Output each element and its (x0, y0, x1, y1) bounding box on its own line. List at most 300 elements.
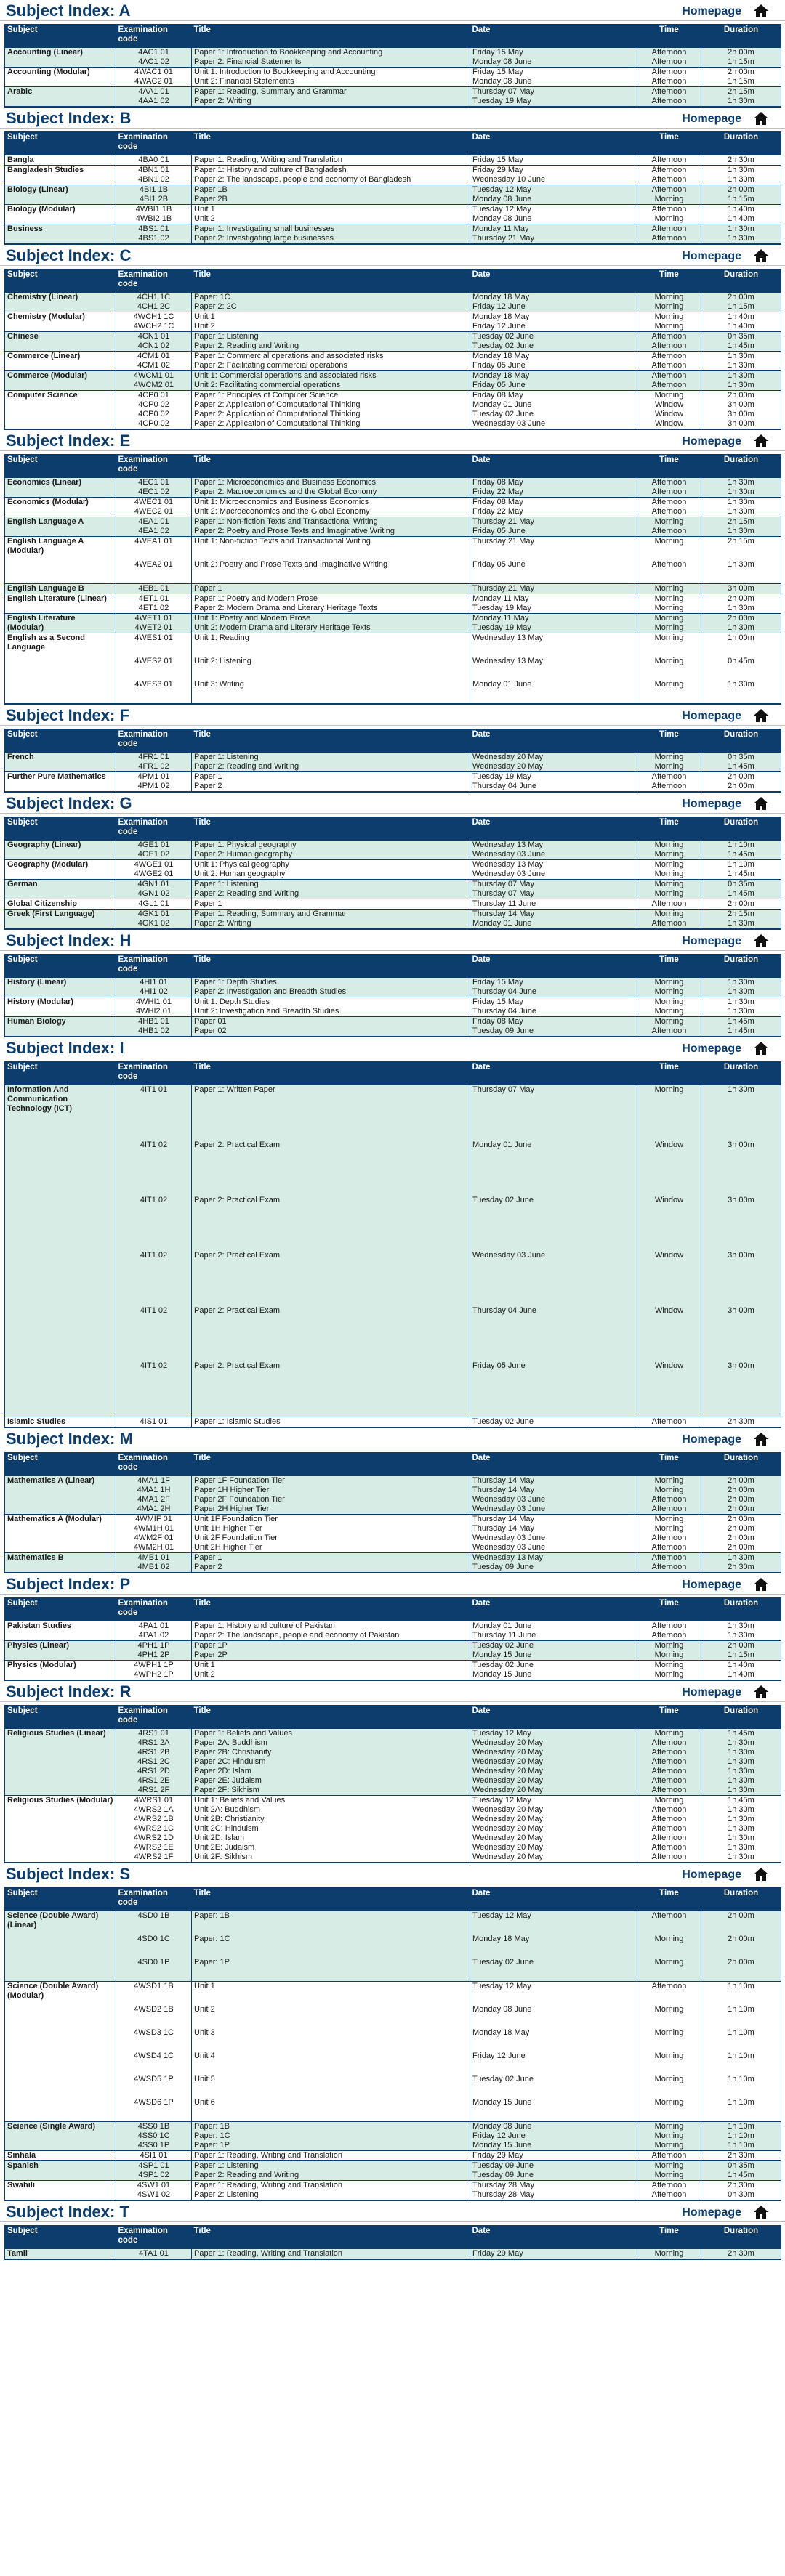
col-title: Title (192, 954, 470, 978)
table-row (5, 175, 781, 185)
exam-code: 4BN1 01 (116, 166, 192, 176)
exam-date: Thursday 21 May (470, 584, 637, 594)
homepage-link[interactable]: Homepage (682, 5, 741, 17)
exam-table (4, 131, 781, 245)
home-icon[interactable] (753, 708, 769, 723)
section-title: Subject Index: C (6, 246, 132, 264)
exam-code: 4CH1 1C (116, 293, 192, 303)
exam-date: Tuesday 09 June (470, 2171, 637, 2181)
table-row (5, 1786, 781, 1796)
subject-name: Commerce (Modular) (5, 371, 116, 391)
exam-date: Tuesday 02 June (470, 1417, 637, 1428)
col-code: Examination code (116, 954, 192, 978)
col-subject: Subject (5, 1887, 116, 1911)
col-date: Date (470, 954, 637, 978)
exam-date: Thursday 14 May (470, 1524, 637, 1534)
table-row (5, 155, 781, 166)
table-row (5, 419, 781, 429)
subject-index-section (0, 1037, 785, 1428)
exam-duration: 2h 00m (701, 614, 781, 624)
col-subject: Subject (5, 24, 116, 48)
exam-time: Morning (637, 1935, 701, 1958)
exam-title: Paper 1 (192, 1553, 470, 1563)
exam-title: Unit 6 (192, 2098, 470, 2122)
exam-title: Paper: 1C (192, 2131, 470, 2141)
exam-code: 4IT1 02 (116, 1306, 192, 1361)
homepage-link[interactable]: Homepage (682, 2206, 741, 2219)
exam-date: Monday 01 June (470, 919, 637, 929)
subject-name: Computer Science (5, 391, 116, 430)
table-row (5, 2005, 781, 2028)
exam-date: Friday 05 June (470, 1361, 637, 1417)
exam-duration: 1h 45m (701, 889, 781, 899)
table-row (5, 234, 781, 244)
exam-code: 4SP1 01 (116, 2161, 192, 2171)
col-subject: Subject (5, 1705, 116, 1729)
exam-duration: 3h 00m (701, 410, 781, 419)
exam-time: Afternoon (637, 1824, 701, 1834)
exam-code: 4GL1 01 (116, 899, 192, 910)
exam-code: 4WAC1 01 (116, 68, 192, 78)
exam-date: Tuesday 02 June (470, 1661, 637, 1671)
col-date: Date (470, 1887, 637, 1911)
exam-code: 4WM2F 01 (116, 1534, 192, 1543)
exam-code: 4SD0 1C (116, 1935, 192, 1958)
exam-date: Friday 15 May (470, 997, 637, 1008)
table-row (5, 2249, 781, 2260)
table-row (5, 680, 781, 704)
exam-duration: 0h 35m (701, 332, 781, 342)
exam-title: Paper 1: Principles of Computer Science (192, 391, 470, 401)
exam-code: 4IS1 01 (116, 1417, 192, 1428)
exam-date: Tuesday 02 June (470, 341, 637, 352)
col-time: Time (637, 1452, 701, 1476)
exam-time: Morning (637, 2131, 701, 2141)
exam-duration: 1h 40m (701, 1670, 781, 1680)
exam-code: 4AC1 01 (116, 48, 192, 58)
exam-duration: 2h 00m (701, 594, 781, 604)
table-row (5, 1641, 781, 1651)
exam-date: Tuesday 02 June (470, 2075, 637, 2098)
table-row (5, 68, 781, 78)
home-icon[interactable] (753, 1041, 769, 1056)
subject-name: Global Citizenship (5, 899, 116, 910)
exam-time: Morning (637, 657, 701, 680)
exam-time: Morning (637, 1007, 701, 1017)
home-icon[interactable] (753, 111, 769, 126)
exam-duration: 1h 30m (701, 1631, 781, 1641)
exam-date: Friday 15 May (470, 48, 637, 58)
exam-title: Paper 2: Practical Exam (192, 1141, 470, 1196)
exam-duration: 2h 00m (701, 1543, 781, 1553)
exam-date: Monday 08 June (470, 2122, 637, 2132)
table-row (5, 1417, 781, 1428)
col-code: Examination code (116, 1452, 192, 1476)
exam-title: Paper 2: Practical Exam (192, 1196, 470, 1251)
exam-code: 4GN1 02 (116, 889, 192, 899)
exam-date: Wednesday 13 May (470, 860, 637, 870)
exam-title: Paper 1: Listening (192, 880, 470, 890)
exam-date: Wednesday 20 May (470, 1843, 637, 1852)
exam-date: Monday 15 June (470, 2098, 637, 2122)
col-title: Title (192, 2225, 470, 2249)
home-icon[interactable] (753, 248, 769, 263)
exam-title: Unit 2F: Sikhism (192, 1852, 470, 1863)
col-duration: Duration (701, 1887, 781, 1911)
table-row (5, 1757, 781, 1767)
table-header-row (5, 729, 781, 753)
home-icon[interactable] (753, 4, 769, 18)
exam-duration: 2h 30m (701, 2151, 781, 2161)
homepage-link[interactable]: Homepage (682, 1579, 741, 1591)
col-duration: Duration (701, 1705, 781, 1729)
table-row (5, 1534, 781, 1543)
exam-duration: 2h 15m (701, 87, 781, 97)
exam-title: Paper 1: Listening (192, 2161, 470, 2171)
table-row (5, 2151, 781, 2161)
exam-code: 4CM1 01 (116, 352, 192, 362)
exam-title: Unit 2: Poetry and Prose Texts and Imaginative Writing (192, 560, 470, 584)
table-row (5, 560, 781, 584)
exam-code: 4CP0 02 (116, 410, 192, 419)
exam-title: Unit 4 (192, 2052, 470, 2075)
table-row (5, 1504, 781, 1515)
exam-duration: 1h 40m (701, 312, 781, 323)
exam-time: Window (637, 1361, 701, 1417)
exam-time: Afternoon (637, 1852, 701, 1863)
section-title: Subject Index: G (6, 794, 132, 812)
table-row (5, 2052, 781, 2075)
exam-code: 4RS1 2F (116, 1786, 192, 1796)
exam-duration: 3h 00m (701, 1141, 781, 1196)
exam-duration: 2h 00m (701, 391, 781, 401)
col-code: Examination code (116, 1061, 192, 1085)
exam-time: Morning (637, 1650, 701, 1661)
exam-code: 4SW1 01 (116, 2181, 192, 2191)
exam-date: Friday 05 June (470, 381, 637, 391)
exam-code: 4WRS2 1B (116, 1815, 192, 1824)
exam-title: Paper: 1B (192, 2122, 470, 2132)
exam-duration: 1h 30m (701, 919, 781, 929)
col-title: Title (192, 24, 470, 48)
exam-date: Friday 12 June (470, 322, 637, 332)
exam-code: 4WBI2 1B (116, 214, 192, 224)
exam-duration: 1h 30m (701, 1553, 781, 1563)
exam-title: Unit 1 (192, 205, 470, 215)
home-icon[interactable] (753, 2205, 769, 2219)
exam-time: Morning (637, 1017, 701, 1027)
exam-table (4, 2225, 781, 2260)
exam-duration: 2h 00m (701, 1641, 781, 1651)
exam-duration: 1h 10m (701, 2122, 781, 2132)
table-row (5, 1495, 781, 1504)
exam-date: Wednesday 03 June (470, 419, 637, 429)
exam-title: Paper 1: History and culture of Bangladesh (192, 166, 470, 176)
exam-date: Wednesday 20 May (470, 1776, 637, 1786)
table-header-row (5, 2225, 781, 2249)
exam-date: Thursday 21 May (470, 234, 637, 244)
exam-date: Friday 29 May (470, 166, 637, 176)
exam-time: Morning (637, 1524, 701, 1534)
exam-title: Unit 2: Financial Statements (192, 77, 470, 87)
section-title: Subject Index: A (6, 1, 131, 20)
exam-duration: 1h 30m (701, 1815, 781, 1824)
exam-title: Paper 1: Reading, Writing and Translation (192, 2181, 470, 2191)
exam-code: 4IT1 02 (116, 1196, 192, 1251)
exam-code: 4BN1 02 (116, 175, 192, 185)
exam-code: 4WSD2 1B (116, 2005, 192, 2028)
exam-code: 4GK1 01 (116, 910, 192, 920)
exam-time: Afternoon (637, 361, 701, 371)
exam-time: Afternoon (637, 1843, 701, 1852)
exam-code: 4AA1 02 (116, 97, 192, 107)
subject-name: French (5, 753, 116, 772)
exam-date: Monday 18 May (470, 371, 637, 381)
exam-title: Paper 01 (192, 1017, 470, 1027)
exam-duration: 2h 00m (701, 1486, 781, 1495)
table-row (5, 1824, 781, 1834)
table-header-row (5, 1061, 781, 1085)
table-header-row (5, 269, 781, 293)
table-row (5, 850, 781, 860)
exam-date: Monday 08 June (470, 77, 637, 87)
col-subject: Subject (5, 269, 116, 293)
table-row (5, 762, 781, 772)
exam-duration: 3h 00m (701, 1306, 781, 1361)
table-header-row (5, 1452, 781, 1476)
section-title: Subject Index: B (6, 109, 132, 127)
home-icon[interactable] (753, 933, 769, 948)
exam-code: 4SI1 01 (116, 2151, 192, 2161)
homepage-link[interactable]: Homepage (682, 1042, 741, 1055)
table-row (5, 48, 781, 58)
subject-name: Mathematics A (Modular) (5, 1515, 116, 1553)
exam-duration: 3h 00m (701, 584, 781, 594)
exam-duration: 3h 00m (701, 400, 781, 410)
subject-name: Physics (Linear) (5, 1641, 116, 1661)
table-row (5, 1852, 781, 1863)
exam-title: Unit 1: Physical geography (192, 860, 470, 870)
subject-index-section (0, 245, 785, 430)
exam-time: Afternoon (637, 782, 701, 792)
exam-time: Morning (637, 302, 701, 312)
exam-time: Morning (637, 293, 701, 303)
exam-date: Friday 12 June (470, 302, 637, 312)
table-row (5, 594, 781, 604)
section-title: Subject Index: F (6, 706, 129, 724)
exam-title: Paper 2: Reading and Writing (192, 341, 470, 352)
home-icon[interactable] (753, 1685, 769, 1699)
exam-date: Wednesday 20 May (470, 1834, 637, 1843)
exam-time: Afternoon (637, 1534, 701, 1543)
exam-code: 4GN1 01 (116, 880, 192, 890)
exam-time: Afternoon (637, 166, 701, 176)
table-row (5, 1306, 781, 1361)
table-row (5, 1834, 781, 1843)
exam-time: Afternoon (637, 1776, 701, 1786)
col-time: Time (637, 817, 701, 841)
exam-table (4, 24, 781, 108)
exam-duration: 2h 00m (701, 772, 781, 782)
home-icon[interactable] (753, 796, 769, 811)
table-row (5, 604, 781, 614)
exam-date: Friday 05 June (470, 560, 637, 584)
col-subject: Subject (5, 1597, 116, 1621)
subject-name: Business (5, 224, 116, 245)
exam-time: Afternoon (637, 919, 701, 929)
exam-duration: 3h 00m (701, 419, 781, 429)
exam-date: Thursday 14 May (470, 1515, 637, 1525)
exam-code: 4WCH2 1C (116, 322, 192, 332)
exam-code: 4RS1 01 (116, 1729, 192, 1739)
exam-duration: 2h 15m (701, 537, 781, 561)
col-duration: Duration (701, 729, 781, 753)
col-code: Examination code (116, 24, 192, 48)
exam-date: Friday 15 May (470, 155, 637, 166)
exam-duration: 1h 45m (701, 1729, 781, 1739)
table-header-row (5, 454, 781, 478)
subject-name: English Language B (5, 584, 116, 594)
table-row (5, 1553, 781, 1563)
col-time: Time (637, 1705, 701, 1729)
exam-title: Paper 2: Investigation and Breadth Studies (192, 987, 470, 997)
exam-duration: 0h 35m (701, 880, 781, 890)
exam-title: Paper 2: Writing (192, 97, 470, 107)
home-icon[interactable] (753, 1432, 769, 1446)
col-date: Date (470, 24, 637, 48)
subject-name: Chemistry (Modular) (5, 312, 116, 332)
table-row (5, 1515, 781, 1525)
home-icon[interactable] (753, 1577, 769, 1592)
exam-duration: 2h 00m (701, 1534, 781, 1543)
exam-time: Afternoon (637, 478, 701, 488)
section-header (0, 930, 785, 951)
homepage-link[interactable]: Homepage (682, 1433, 741, 1446)
exam-date: Friday 08 May (470, 1017, 637, 1027)
exam-duration: 1h 30m (701, 175, 781, 185)
exam-date: Wednesday 20 May (470, 1824, 637, 1834)
table-row (5, 332, 781, 342)
subject-index-section (0, 0, 785, 108)
subject-name: History (Linear) (5, 978, 116, 997)
exam-date: Monday 01 June (470, 680, 637, 704)
homepage-link[interactable]: Homepage (682, 798, 741, 810)
homepage-link[interactable]: Homepage (682, 710, 741, 722)
table-row (5, 1935, 781, 1958)
exam-title: Paper 1: Islamic Studies (192, 1417, 470, 1428)
col-subject: Subject (5, 729, 116, 753)
subject-name: English Language A (5, 517, 116, 537)
subject-name: Accounting (Linear) (5, 48, 116, 68)
exam-title: Unit 2C: Hinduism (192, 1824, 470, 1834)
exam-time: Window (637, 419, 701, 429)
table-row (5, 1361, 781, 1417)
exam-title: Paper 2: Reading and Writing (192, 762, 470, 772)
table-row (5, 1661, 781, 1671)
exam-time: Morning (637, 322, 701, 332)
exam-duration: 2h 00m (701, 1495, 781, 1504)
subject-name: Religious Studies (Linear) (5, 1729, 116, 1796)
exam-code: 4EC1 02 (116, 487, 192, 498)
homepage-link[interactable]: Homepage (682, 1686, 741, 1698)
homepage-link[interactable]: Homepage (682, 935, 741, 947)
exam-title: Paper 1: Listening (192, 753, 470, 763)
exam-code: 4WRS1 01 (116, 1796, 192, 1806)
subject-name: English Literature (Linear) (5, 594, 116, 614)
exam-time: Afternoon (637, 2190, 701, 2200)
exam-title: Unit 2E: Judaism (192, 1843, 470, 1852)
table-row (5, 753, 781, 763)
exam-duration: 1h 45m (701, 762, 781, 772)
table-row (5, 584, 781, 594)
exam-table (4, 954, 781, 1037)
col-title: Title (192, 817, 470, 841)
exam-time: Morning (637, 978, 701, 988)
exam-duration: 1h 30m (701, 224, 781, 235)
table-row (5, 899, 781, 910)
exam-time: Afternoon (637, 185, 701, 195)
exam-date: Monday 18 May (470, 352, 637, 362)
table-row (5, 498, 781, 508)
table-row (5, 537, 781, 561)
exam-title: Paper 1: Reading, Summary and Grammar (192, 87, 470, 97)
exam-title: Paper 2 (192, 1563, 470, 1573)
exam-code: 4CM1 02 (116, 361, 192, 371)
homepage-link[interactable]: Homepage (682, 113, 741, 125)
exam-code: 4RS1 2D (116, 1767, 192, 1776)
exam-code: 4TA1 01 (116, 2249, 192, 2260)
col-time: Time (637, 2225, 701, 2249)
exam-date: Friday 05 June (470, 361, 637, 371)
exam-time: Morning (637, 2249, 701, 2260)
table-row (5, 978, 781, 988)
exam-title: Unit 2A: Buddhism (192, 1805, 470, 1815)
homepage-link[interactable]: Homepage (682, 250, 741, 262)
exam-code: 4WSD5 1P (116, 2075, 192, 2098)
table-row (5, 205, 781, 215)
exam-code: 4SP1 02 (116, 2171, 192, 2181)
exam-time: Morning (637, 680, 701, 704)
homepage-link[interactable]: Homepage (682, 435, 741, 447)
exam-time: Afternoon (637, 87, 701, 97)
col-time: Time (637, 269, 701, 293)
table-row (5, 657, 781, 680)
table-row (5, 880, 781, 890)
homepage-link[interactable]: Homepage (682, 1868, 741, 1881)
section-title: Subject Index: M (6, 1430, 133, 1448)
exam-date: Friday 29 May (470, 2249, 637, 2260)
home-icon[interactable] (753, 434, 769, 448)
exam-time: Afternoon (637, 1543, 701, 1553)
table-row (5, 1815, 781, 1824)
table-row (5, 1141, 781, 1196)
exam-code: 4FR1 01 (116, 753, 192, 763)
exam-title: Paper: 1C (192, 293, 470, 303)
exam-date: Monday 18 May (470, 2028, 637, 2052)
exam-date: Wednesday 13 May (470, 633, 637, 657)
exam-date: Tuesday 19 May (470, 604, 637, 614)
exam-title: Paper 1H Higher Tier (192, 1486, 470, 1495)
exam-title: Paper 2F Foundation Tier (192, 1495, 470, 1504)
table-header-row (5, 24, 781, 48)
home-icon[interactable] (753, 1867, 769, 1882)
exam-date: Wednesday 20 May (470, 1748, 637, 1757)
exam-time: Morning (637, 2075, 701, 2098)
subject-name: Spanish (5, 2161, 116, 2181)
exam-code: 4CN1 02 (116, 341, 192, 352)
exam-date: Wednesday 20 May (470, 1786, 637, 1796)
exam-duration: 2h 15m (701, 910, 781, 920)
